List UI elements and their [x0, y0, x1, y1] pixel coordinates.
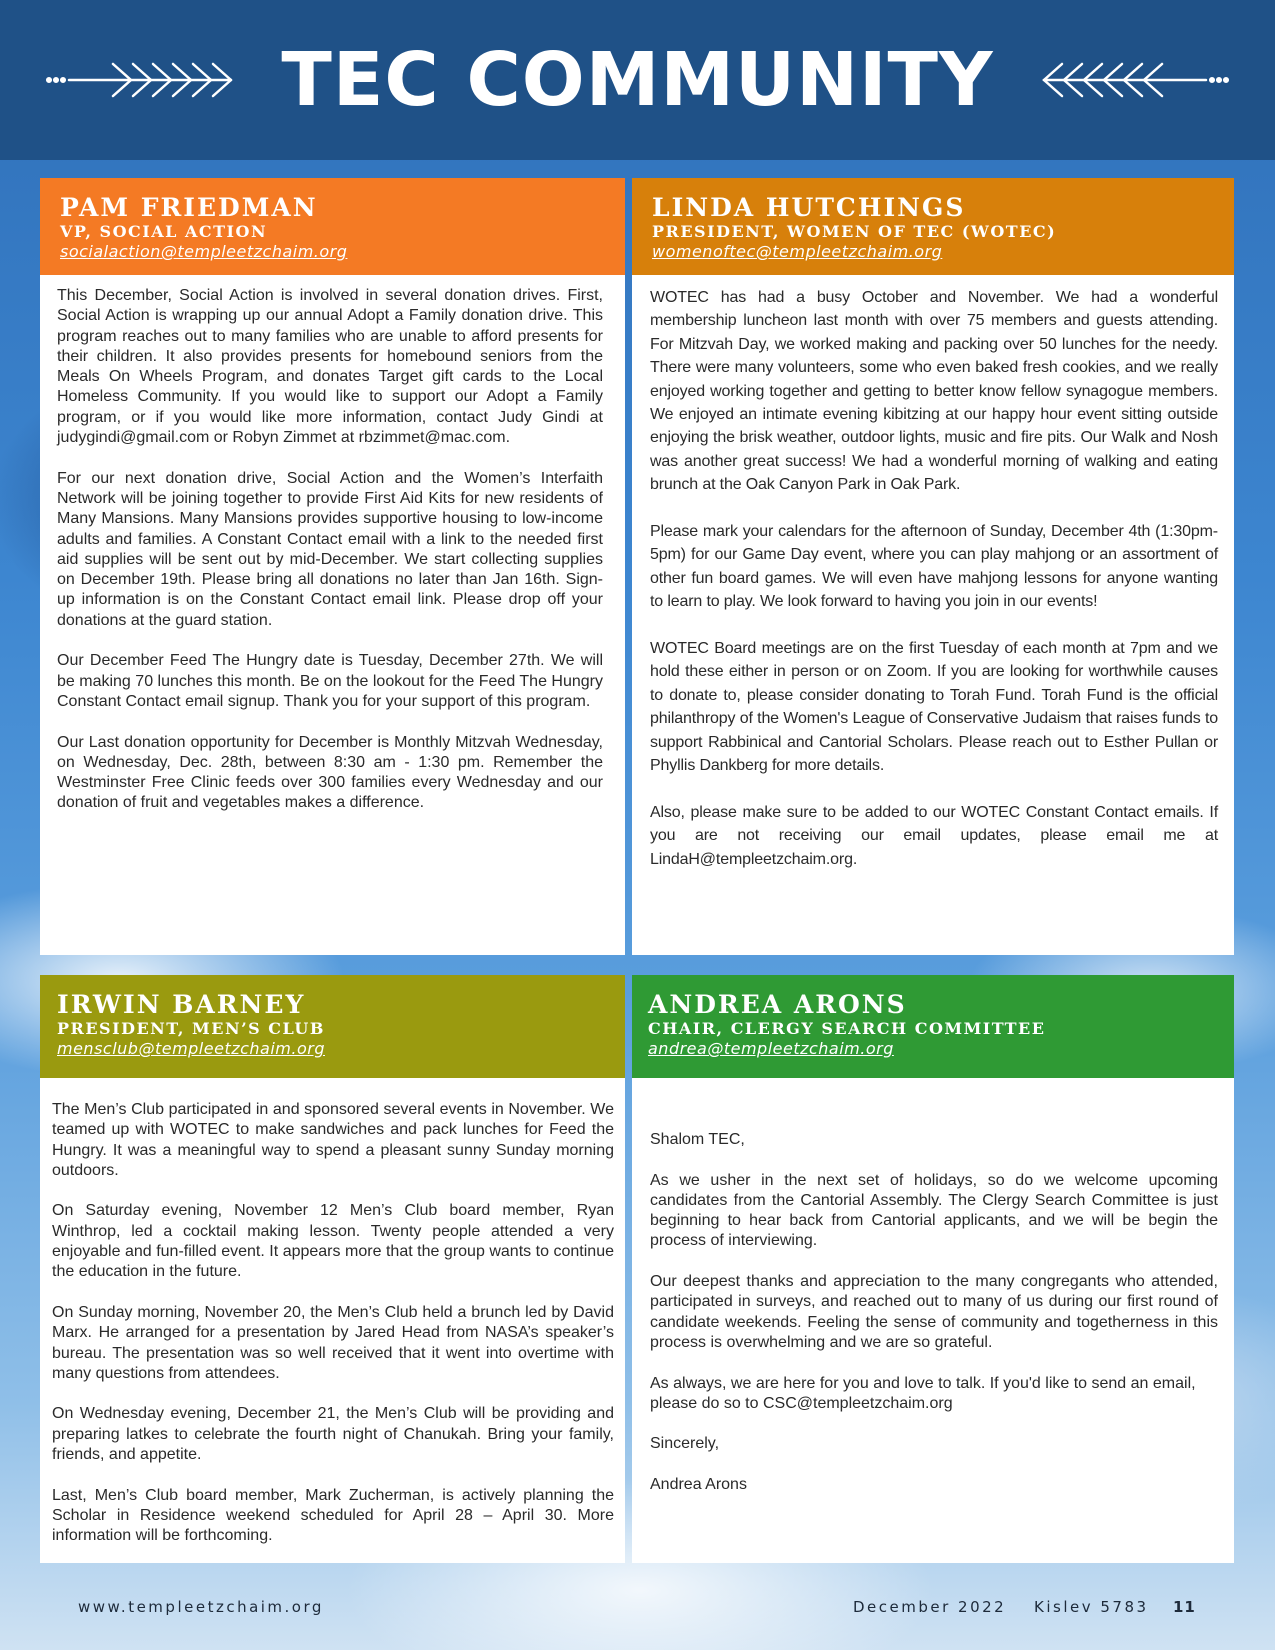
page-banner	[0, 0, 1275, 160]
contact-email-link[interactable]: womenoftec@templeetzchaim.org	[652, 242, 943, 261]
contact-name: LINDA HUTCHINGS	[652, 193, 966, 222]
paragraph: For our next donation drive, Social Action and the Women’s Interfaith Network will be joining together to provide First Aid Kits for new residents of Many Mansions. Many Mansions provides supportive housing to low-income adults and families. A Constant Contact email with a link to the needed first aid supplies will be sent out by mid-December. We start collecting supplies on December 19th. Please bring all donations no later than Jan 16th. Sign-up information is on the Constant Contact email link. Please drop off your donations at the guard station.	[57, 469, 603, 629]
page-number: 11	[1173, 1598, 1196, 1616]
page-title: TEC COMMUNITY	[281, 37, 994, 123]
footer-hebrew-date: Kislev 5783	[1034, 1598, 1149, 1616]
paragraph: On Saturday evening, November 12 Men’s Club board member, Ryan Winthrop, led a cocktail making lesson. Twenty people attended a very enjoyable and fun-filled event. It appears more that the group wants to continue the education in the future.	[52, 1202, 614, 1281]
contact-email-link[interactable]: mensclub@templeetzchaim.org	[57, 1039, 325, 1058]
paragraph: The Men’s Club participated in and sponsored several events in November. We teamed up with WOTEC to make sandwiches and pack lunches for Feed the Hungry. It was a meaningful way to spend a pleasant sunny Sunday morning outdoors.	[52, 1101, 614, 1179]
paragraph: Our deepest thanks and appreciation to the many congregants who attended, participated in surveys, and reached out to many of us during our first round of candidate weekends. Feeling the sense of community and togetherness in this process is overwhelming and we are so grateful.	[650, 1273, 1218, 1351]
paragraph: Also, please make sure to be added to our WOTEC Constant Contact emails. If you are not receiving our email updates, please email me at LindaH@templeetzchaim.org.	[650, 803, 1218, 868]
paragraph: As always, we are here for you and love to talk. If you'd like to send an email, please do so to CSC@templeetzchaim.org	[650, 1374, 1196, 1412]
footer-date: December 2022	[853, 1598, 1007, 1616]
paragraph: As we usher in the next set of holidays, so do we welcome upcoming candidates from the Cantorial Assembly. The Clergy Search Committee is just beginning to hear back from Cantorial applicants, and we will be begin the process of interviewing.	[650, 1171, 1218, 1250]
arrow-left-icon	[41, 50, 241, 110]
card-header-mens-club	[40, 975, 625, 1078]
card-body-social-action	[40, 275, 625, 955]
arrow-right-icon	[1034, 50, 1234, 110]
footer-website[interactable]: www.templeetzchaim.org	[78, 1598, 324, 1616]
contact-name: ANDREA ARONS	[648, 990, 907, 1019]
paragraph: On Wednesday evening, December 21, the Men’s Club will be providing and preparing latkes to celebrate the fourth night of Chanukah. Bring your family, friends, and appetite.	[52, 1405, 614, 1464]
contact-email-link[interactable]: socialaction@templeetzchaim.org	[60, 242, 348, 261]
paragraph: Shalom TEC,	[650, 1131, 745, 1148]
contact-name: IRWIN BARNEY	[57, 990, 306, 1019]
paragraph: This December, Social Action is involved in several donation drives. First, Social Action is wrapping up our annual Adopt a Family donation drive. This program reaches out to many families who are unable to afford presents for their children. It also provides presents for homebound seniors from the Meals On Wheels Program, and donates Target gift cards to the Local Homeless Community. If you would like to support our Adopt a Family program, or if you would like more information, contact Judy Gindi at judygindi@gmail.com or Robyn Zimmet at rbzimmet@mac.com.	[57, 287, 603, 447]
contact-role: CHAIR, CLERGY SEARCH COMMITTEE	[648, 1019, 1046, 1038]
card-header-wotec	[632, 178, 1234, 275]
paragraph: WOTEC Board meetings are on the first Tuesday of each month at 7pm and we hold these either in person or on Zoom. If you are looking for worthwhile causes to donate to, please consider donating to Torah Fund. Torah Fund is the official philanthropy of the Women's League of Conservative Judaism that raises funds to support Rabbinical and Cantorial Scholars. Please reach out to Esther Pullan or Phyllis Dankberg for more details.	[650, 640, 1218, 775]
contact-role: VP, SOCIAL ACTION	[60, 222, 268, 241]
card-header-social-action	[40, 178, 625, 275]
paragraph: Last, Men’s Club board member, Mark Zucherman, is actively planning the Scholar in Residence weekend scheduled for April 28 – April 30. More information will be forthcoming.	[52, 1486, 614, 1545]
paragraph: On Sunday morning, November 20, the Men’s Club held a brunch led by David Marx. He arranged for a presentation by Jared Head from NASA’s speaker’s bureau. The presentation was so well received that it went into overtime with many questions from attendees.	[52, 1303, 614, 1382]
card-body-wotec	[632, 275, 1234, 955]
signature: Andrea Arons	[650, 1476, 747, 1494]
contact-role: PRESIDENT, WOMEN OF TEC (WOTEC)	[652, 222, 1057, 241]
contact-name: PAM FRIEDMAN	[60, 193, 318, 222]
paragraph: Sincerely,	[650, 1435, 720, 1453]
card-header-clergy-search	[632, 975, 1234, 1078]
contact-role: PRESIDENT, MEN’S CLUB	[57, 1019, 325, 1038]
paragraph: Please mark your calendars for the afternoon of Sunday, December 4th (1:30pm-5pm) for our Game Day event, where you can play mahjong or an assortment of other fun board games. We will even have mahjong lessons for anyone wanting to learn to play. We look forward to having you join in our events!	[650, 523, 1218, 611]
paragraph: WOTEC has had a busy October and November. We had a wonderful membership luncheon last month with over 75 members and guests attending. For Mitzvah Day, we worked making and packing over 50 lunches for the needy. There were many volunteers, some who even baked fresh cookies, and we really enjoyed working together and getting to better know fellow synagogue members. We enjoyed an intimate evening kibitzing at our happy hour event sitting outside enjoying the brisk weather, outdoor lights, music and fire pits. Our Walk and Nosh was another great success! We had a wonderful morning of walking and eating brunch at the Oak Canyon Park in Oak Park.	[650, 289, 1218, 494]
contact-email-link[interactable]: andrea@templeetzchaim.org	[648, 1039, 894, 1058]
paragraph: Our Last donation opportunity for December is Monthly Mitzvah Wednesday, on Wednesday, Dec. 28th, between 8:30 am - 1:30 pm. Remember the Westminster Free Clinic feeds over 300 families every Wednesday and our donation of fruit and vegetables makes a difference.	[57, 733, 603, 812]
paragraph: Our December Feed The Hungry date is Tuesday, December 27th. We will be making 70 lunches this month. Be on the lookout for the Feed The Hungry Constant Contact email signup. Thank you for your support of this program.	[57, 652, 603, 710]
card-body-clergy-search	[632, 1078, 1234, 1563]
card-body-mens-club	[40, 1078, 625, 1563]
